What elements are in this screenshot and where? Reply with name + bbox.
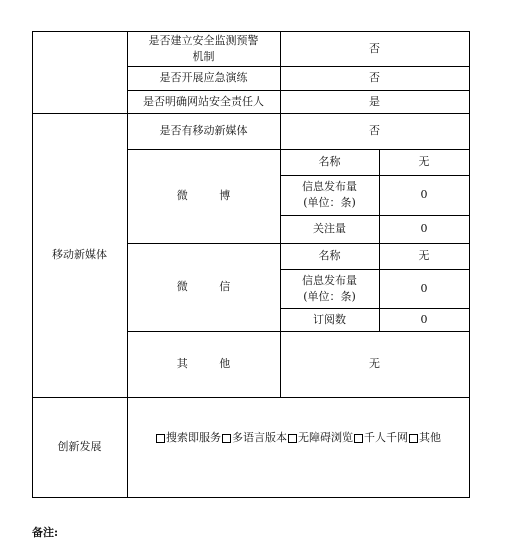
accessibility-label: 无障碍浏览: [298, 431, 353, 444]
security-person-value: 是: [369, 94, 380, 108]
security-person-label: 是否明确网站安全责任人: [143, 94, 264, 108]
has-mobile-media-value: 否: [369, 124, 380, 137]
other-option-label: 其他: [419, 431, 441, 444]
search-service-label: 搜索即服务: [166, 431, 221, 444]
weixin-name-label: 名称: [318, 249, 341, 262]
innovation-options: [127, 397, 469, 479]
innovation-checkbox-list: [155, 430, 441, 446]
weixin-name-value: 无: [418, 249, 430, 262]
other-value: 无: [369, 357, 380, 370]
weibo-name-label: 名称: [318, 155, 341, 168]
has-mobile-media-label: 是否有移动新媒体: [159, 124, 248, 137]
weixin-subscribers-value: 0: [420, 312, 428, 326]
multilingual-label: 多语言版本: [232, 431, 287, 444]
weixin-posts-label: 信息发布量 (单位：条): [302, 273, 357, 303]
personalized-checkbox[interactable]: [354, 434, 363, 443]
weibo-name-value: 无: [418, 155, 430, 168]
search-service-checkbox[interactable]: [156, 434, 165, 443]
warning-mechanism-value: 否: [369, 41, 380, 55]
personalized-label: 千人千网: [364, 431, 408, 444]
weibo-posts-label: 信息发布量 (单位：条): [302, 180, 357, 209]
emergency-drill-value: 否: [369, 71, 380, 84]
weixin-label: 微 信: [176, 280, 245, 293]
emergency-drill-label: 是否开展应急演练: [159, 71, 248, 84]
other-option-checkbox[interactable]: [409, 434, 418, 443]
multilingual-checkbox[interactable]: [222, 434, 231, 443]
weibo-label: 微 博: [176, 189, 245, 202]
weibo-posts-value: 0: [420, 188, 428, 201]
weixin-posts-value: 0: [420, 281, 428, 295]
weibo-followers-value: 0: [420, 222, 428, 235]
weibo-followers-label: 关注量: [313, 222, 346, 235]
innovation-section-label: 创新发展: [57, 440, 102, 453]
warning-mechanism-label: 是否建立安全监测预警 机制: [148, 33, 259, 63]
mobile-media-section-label: 移动新媒体: [52, 248, 107, 261]
accessibility-checkbox[interactable]: [288, 434, 297, 443]
footer-note-label: 备注:: [32, 526, 59, 539]
other-label: 其 他: [176, 357, 245, 370]
weixin-subscribers-label: 订阅数: [313, 312, 346, 326]
